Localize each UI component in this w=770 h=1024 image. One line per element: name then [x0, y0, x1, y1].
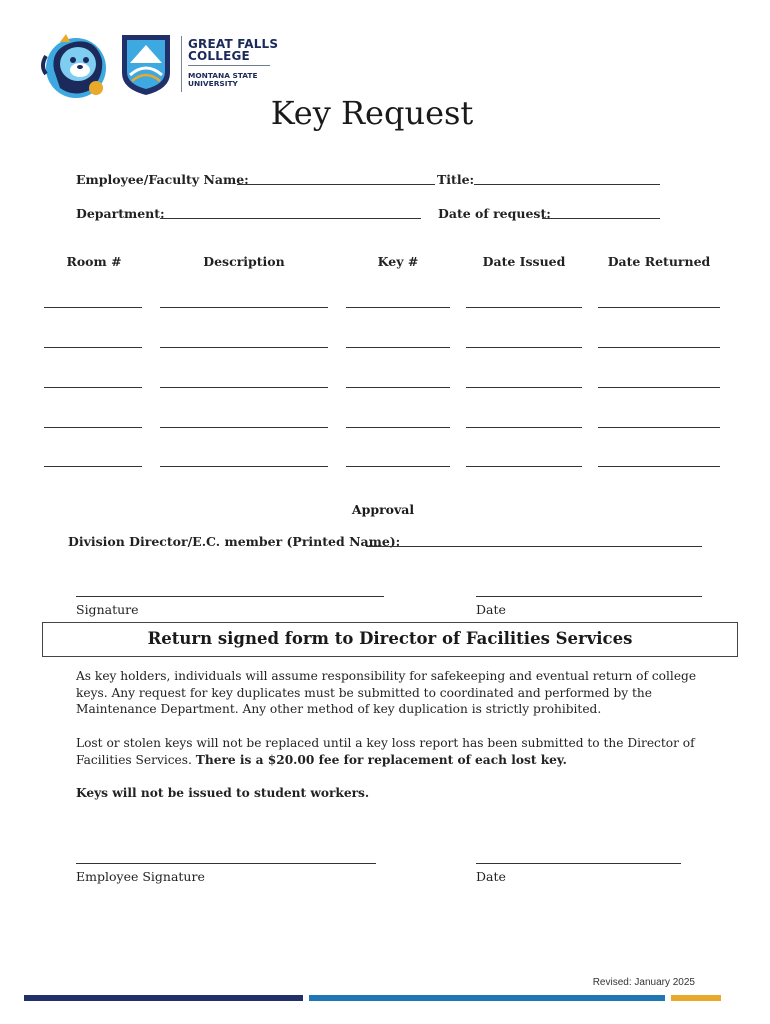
lost-key-fee-text: There is a $20.00 fee for replacement of each lost key.	[195, 752, 567, 767]
table-cell-field[interactable]	[346, 347, 450, 348]
approval-signature-label: Signature	[76, 602, 139, 617]
footer-bar-gold	[671, 995, 721, 1001]
table-cell-field[interactable]	[160, 307, 328, 308]
col-header-room: Room #	[66, 254, 122, 269]
employee-signature-label: Employee Signature	[76, 869, 205, 884]
approval-heading: Approval	[351, 502, 415, 517]
table-cell-field[interactable]	[466, 347, 582, 348]
table-cell-field[interactable]	[160, 427, 328, 428]
approval-date-label: Date	[476, 602, 506, 617]
page-title: Key Request	[270, 94, 474, 132]
return-notice-box	[42, 622, 738, 657]
employee-name-field[interactable]	[237, 184, 435, 185]
college-wordmark	[188, 38, 278, 88]
policy-paragraph-1: As key holders, individuals will assume responsibility for safekeeping and eventual return of college keys. Any request for key duplicates must be submitted to coordinated and performed by the Maintenance Department. Any other method of key duplication is strictly prohibited.	[76, 669, 697, 717]
table-cell-field[interactable]	[598, 427, 720, 428]
title-label: Title:	[437, 172, 475, 187]
student-workers-text: Keys will not be issued to student workers.	[76, 786, 370, 800]
table-cell-field[interactable]	[44, 387, 142, 388]
table-cell-field[interactable]	[160, 466, 328, 467]
college-name-line2: COLLEGE	[188, 49, 250, 63]
table-cell-field[interactable]	[466, 427, 582, 428]
footer-bar-navy	[24, 995, 303, 1001]
table-cell-field[interactable]	[598, 307, 720, 308]
table-cell-field[interactable]	[160, 347, 328, 348]
col-header-date-returned: Date Returned	[607, 254, 711, 269]
college-name-line1: GREAT FALLS	[188, 37, 279, 51]
table-cell-field[interactable]	[598, 466, 720, 467]
wordmark-rule	[188, 65, 270, 66]
logo-divider	[181, 36, 182, 92]
table-cell-field[interactable]	[44, 466, 142, 467]
table-cell-field[interactable]	[466, 387, 582, 388]
table-cell-field[interactable]	[346, 466, 450, 467]
employee-date-field[interactable]	[476, 863, 681, 864]
employee-date-label: Date	[476, 869, 506, 884]
table-cell-field[interactable]	[466, 466, 582, 467]
department-label: Department:	[76, 206, 165, 221]
title-field[interactable]	[474, 184, 660, 185]
footer-bar-blue	[309, 995, 665, 1001]
policy-paragraph-2-text: Lost or stolen keys will not be replaced until a key loss report has been submitted to the Director of Facilities Services.	[76, 736, 695, 767]
table-cell-field[interactable]	[598, 387, 720, 388]
revised-date: Revised: January 2025	[592, 977, 695, 988]
table-cell-field[interactable]	[44, 307, 142, 308]
return-notice-text: Return signed form to Director of Facilities Services	[147, 629, 633, 648]
table-cell-field[interactable]	[346, 307, 450, 308]
director-name-label: Division Director/E.C. member (Printed Name):	[68, 534, 401, 549]
employee-name-label: Employee/Faculty Name:	[76, 172, 249, 187]
table-cell-field[interactable]	[598, 347, 720, 348]
approval-signature-field[interactable]	[76, 596, 384, 597]
date-of-request-label: Date of request:	[438, 206, 551, 221]
university-line1: MONTANA STATE	[188, 71, 258, 80]
otter-mascot-icon	[40, 30, 112, 100]
table-cell-field[interactable]	[160, 387, 328, 388]
table-cell-field[interactable]	[346, 427, 450, 428]
table-cell-field[interactable]	[44, 347, 142, 348]
college-logo	[40, 30, 280, 100]
table-cell-field[interactable]	[346, 387, 450, 388]
policy-paragraph-3	[76, 785, 716, 802]
approval-date-field[interactable]	[476, 596, 702, 597]
col-header-key: Key #	[377, 254, 419, 269]
director-name-field[interactable]	[366, 546, 702, 547]
college-shield-icon	[120, 33, 172, 97]
table-cell-field[interactable]	[44, 427, 142, 428]
date-of-request-field[interactable]	[542, 218, 660, 219]
department-field[interactable]	[160, 218, 421, 219]
employee-signature-field[interactable]	[76, 863, 376, 864]
university-line2: UNIVERSITY	[188, 79, 238, 88]
col-header-description: Description	[203, 254, 285, 269]
col-header-date-issued: Date Issued	[482, 254, 566, 269]
policy-paragraph-2	[76, 735, 716, 768]
table-cell-field[interactable]	[466, 307, 582, 308]
